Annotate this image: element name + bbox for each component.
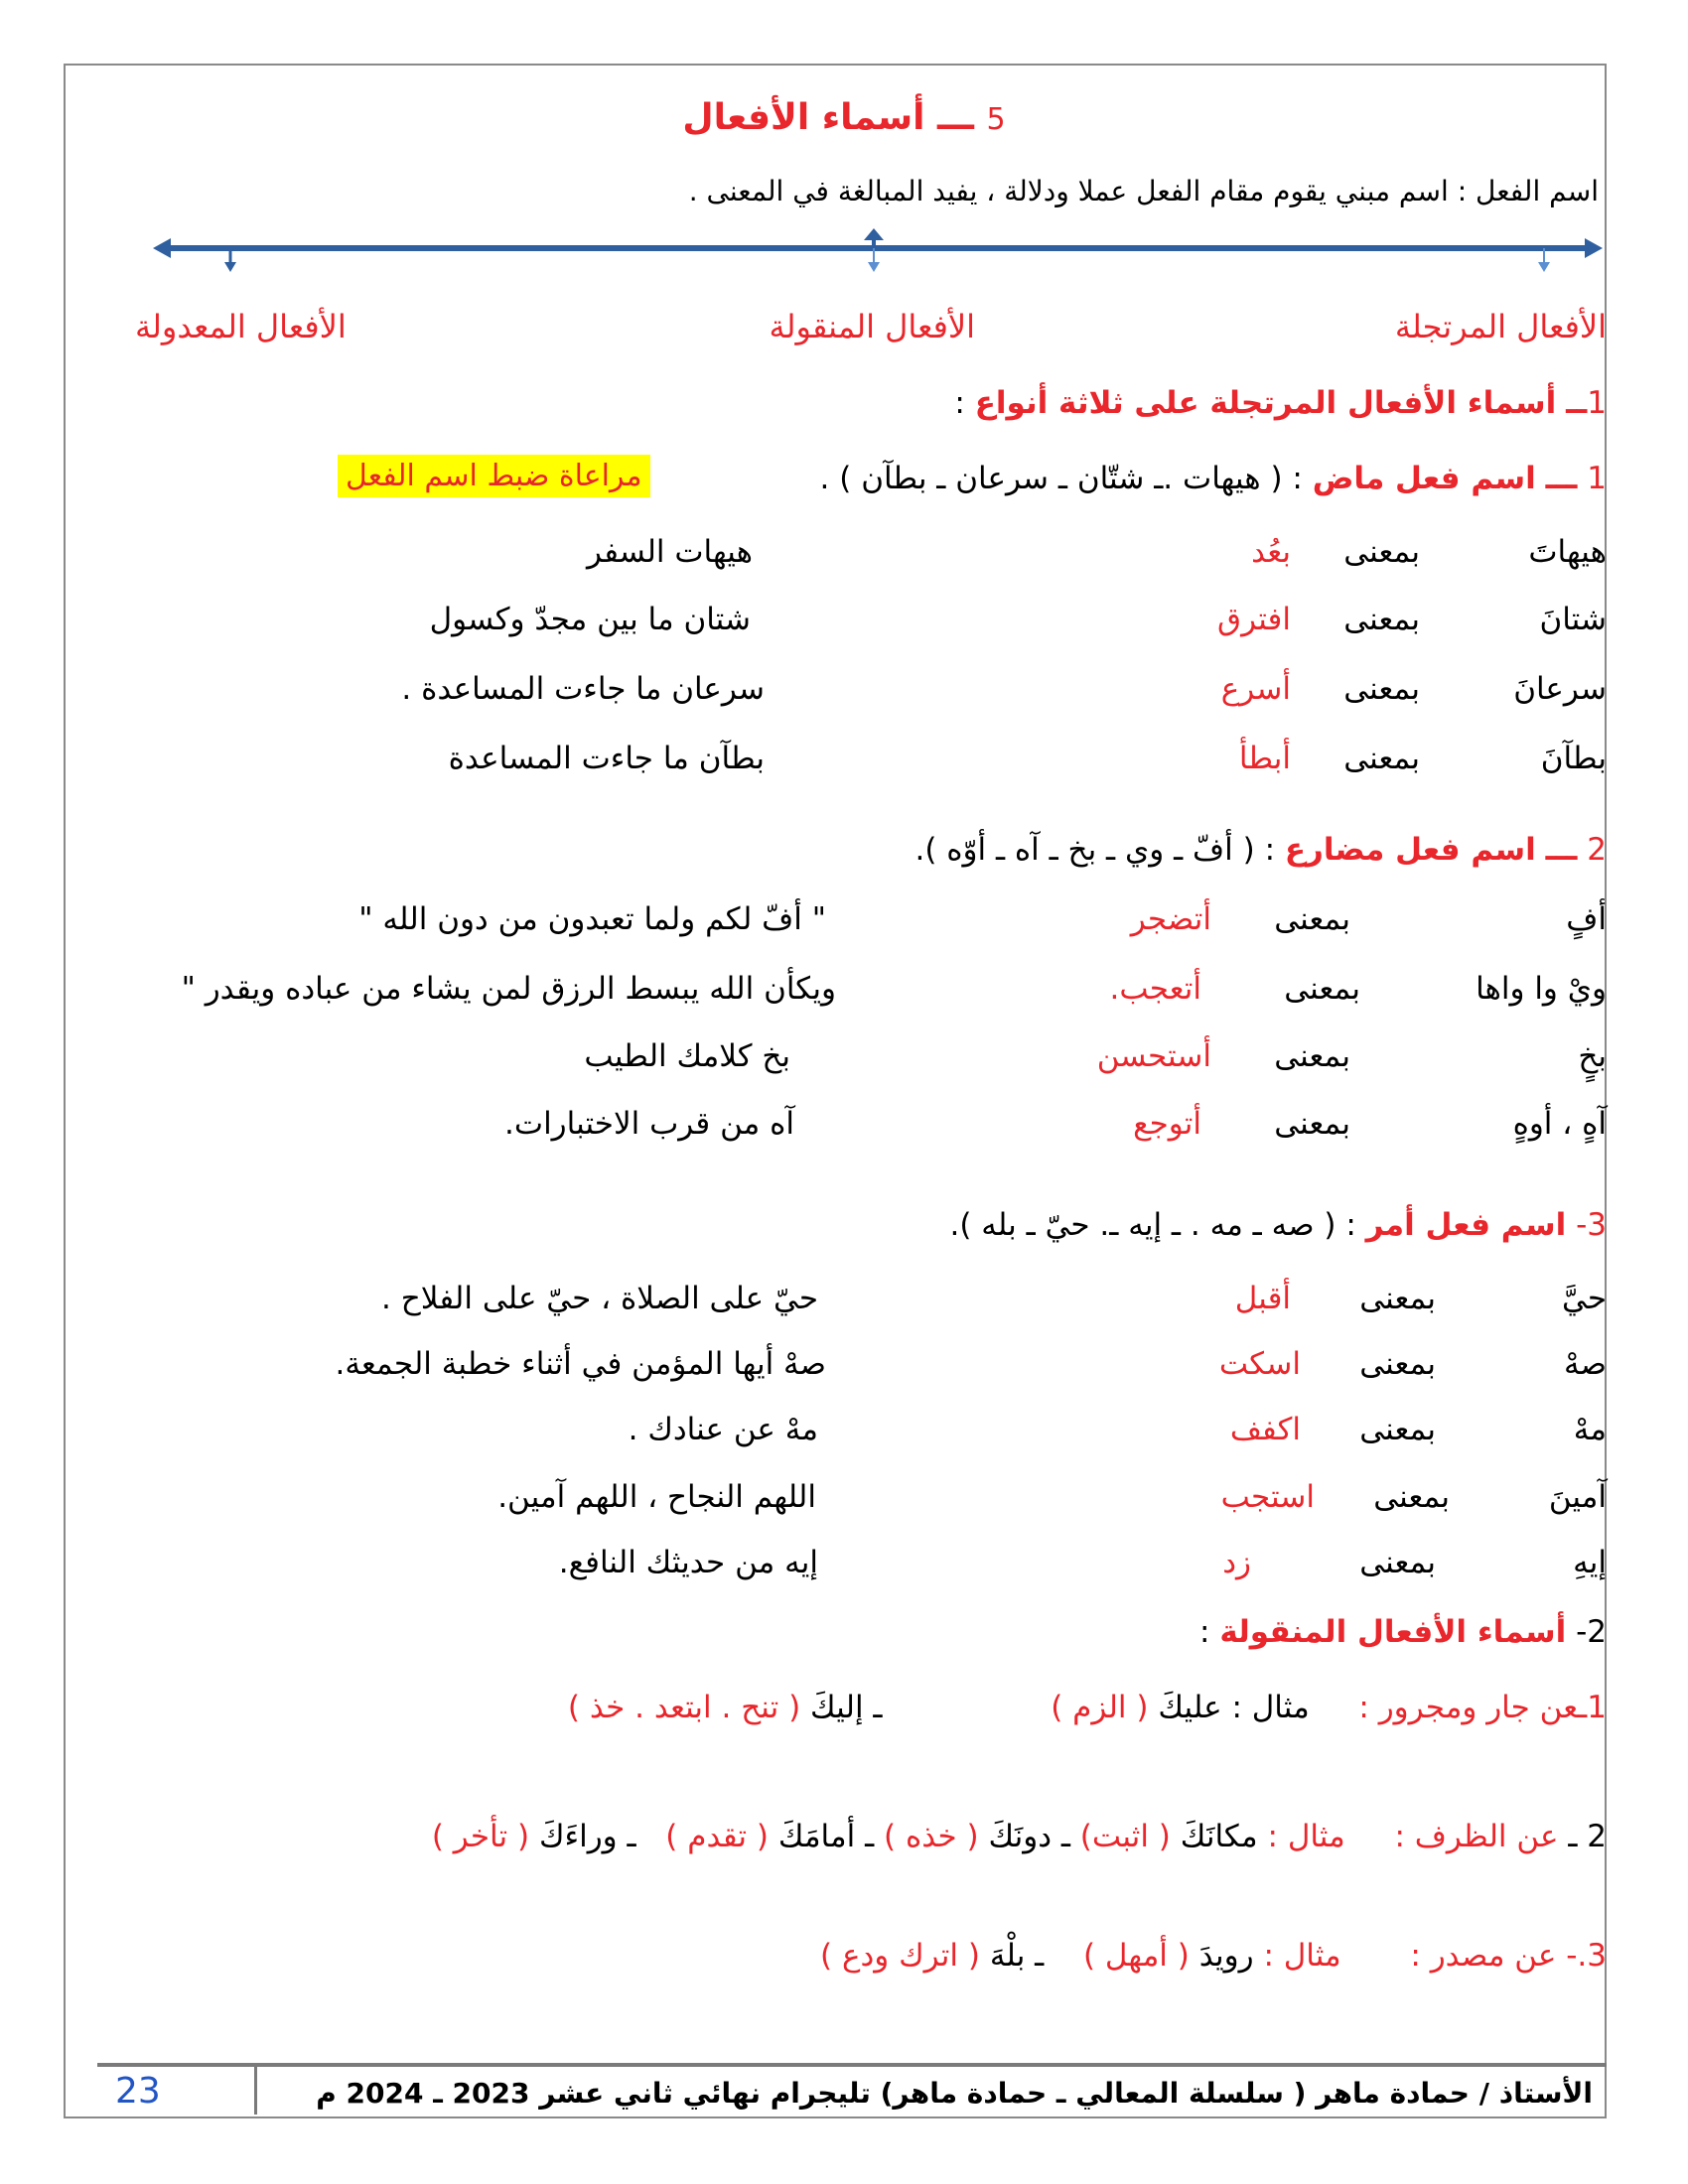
- amr-list: : ( صه ـ مه . ـ إيه ـ. حيّ ـ بله ).: [949, 1207, 1356, 1243]
- madi-row-meaning: بعُد: [1251, 534, 1291, 570]
- madi-row-word: سرعانَ: [1513, 671, 1607, 707]
- madi-row-means: بمعنى: [1343, 671, 1420, 707]
- mudari-row-meaning: أتضجر: [1130, 901, 1211, 937]
- highlight-note: مراعاة ضبط اسم الفعل: [338, 455, 650, 497]
- madi-row-word: هيهاتَ: [1528, 534, 1607, 570]
- title-text: أسماء الأفعال: [682, 97, 925, 138]
- mudari-row-meaning: أستحسن: [1096, 1038, 1211, 1074]
- mudari-row-word: آهٍ ، أوهٍ: [1512, 1106, 1607, 1142]
- footer-text: الأستاذ / حمادة ماهر ( سلسلة المعالي ـ حمادة ماهر) تليجرام نهائي ثاني عشر 2023 ـ 2024 م: [316, 2077, 1593, 2110]
- mudari-row-means: بمعنى: [1274, 901, 1350, 937]
- amr-row-means: بمعنى: [1359, 1281, 1436, 1316]
- manqula-jar-ex2: ( تنح . ابتعد . خذ ): [567, 1690, 801, 1725]
- timeline-label-manqula: الأفعال المنقولة: [769, 308, 975, 345]
- manqula-masdar-mithal: مثال :: [1263, 1938, 1341, 1974]
- mudari-row-example: بخ كلامك الطيب: [584, 1038, 790, 1074]
- amr-row-word: صهْ: [1564, 1346, 1607, 1382]
- mudari-list: : ( أفّ ـ وي ـ بخ ـ آه ـ أوّه ).: [914, 832, 1276, 868]
- timeline-arrow-left: [153, 238, 171, 258]
- madi-row-word: شتانَ: [1539, 602, 1607, 637]
- madi-row-word: بطآنَ: [1540, 741, 1607, 776]
- amr-row-word: مهْ: [1573, 1412, 1607, 1447]
- manqula-jar-ex1: ( الزم ): [1051, 1690, 1149, 1725]
- amr-row-example: اللهم النجاح ، اللهم آمين.: [497, 1479, 816, 1515]
- manqula-masdar-label: 3.- عن مصدر :: [1410, 1938, 1607, 1974]
- amr-row-example: مهْ عن عنادك .: [628, 1412, 818, 1447]
- manqula-jar-row: [568, 1690, 1607, 1725]
- amr-row-means: بمعنى: [1373, 1479, 1450, 1515]
- madi-row-example: بطآن ما جاءت المساعدة: [448, 741, 765, 776]
- manqula-zarf-row: 2 ـ عن الظرف : مثال : مكانَكَ ( اثبت) ـ دونَكَ ( خذه ) ـ أمامَكَ ( تقدم ) ـ وراءَكَ ( تأخر ): [431, 1819, 1607, 1854]
- mudari-row-example: ويكأن الله يبسط الرزق لمن يشاء من عباده ويقدر ": [181, 971, 836, 1007]
- madi-row-means: بمعنى: [1343, 602, 1420, 637]
- section1-heading: 1ــ أسماء الأفعال المرتجلة على ثلاثة أنواع :: [954, 385, 1607, 421]
- mudari-row-word: ويْ وا واها: [1476, 971, 1607, 1007]
- amr-heading: 3- اسم فعل أمر : ( صه ـ مه . ـ إيه ـ. حيّ ـ بله ).: [949, 1207, 1607, 1243]
- footer-separator: [254, 2065, 257, 2115]
- madi-list: : ( هيهات .ـ شتّان ـ سرعان ـ بطآن ) .: [819, 461, 1303, 496]
- title-dash: ـــ: [937, 97, 974, 138]
- timeline-arrow-up: [864, 228, 884, 240]
- amr-row-example: صهْ أيها المؤمن في أثناء خطبة الجمعة.: [335, 1346, 826, 1382]
- title-number: 5: [986, 102, 1006, 137]
- manqula-jar-ex2-pre: ـ إليكَ: [810, 1690, 883, 1725]
- definition-text: اسم الفعل : اسم مبني يقوم مقام الفعل عملا ودلالة ، يفيد المبالغة في المعنى .: [688, 175, 1599, 207]
- madi-heading: 1 ـــ اسم فعل ماض : ( هيهات .ـ شتّان ـ سرعان ـ بطآن ) .: [819, 461, 1607, 496]
- timeline-arrow-right: [1585, 238, 1603, 258]
- madi-row-example: سرعان ما جاءت المساعدة .: [401, 671, 765, 707]
- manqula-zarf-label: عن الظرف :: [1394, 1819, 1559, 1854]
- footer-divider: [97, 2063, 1607, 2067]
- timeline-tick-right: [1538, 262, 1550, 272]
- timeline-tick-middle: [868, 262, 880, 272]
- mudari-row-means: بمعنى: [1274, 1106, 1350, 1142]
- amr-row-means: بمعنى: [1359, 1545, 1436, 1580]
- timeline-tick-left: [224, 262, 236, 272]
- amr-row-word: إيهِ: [1573, 1545, 1607, 1580]
- amr-row-meaning: استجب: [1220, 1479, 1315, 1515]
- manqula-masdar-row: 3.- عن مصدر : مثال : رويدَ ( أمهل ) ـ بلْهَ ( اترك ودع ): [820, 1938, 1607, 1974]
- amr-row-meaning: اكفف: [1229, 1412, 1301, 1447]
- madi-row-example: هيهات السفر: [587, 534, 753, 570]
- page-title: [0, 97, 1688, 138]
- amr-row-meaning: زد: [1222, 1545, 1251, 1580]
- amr-row-example: إيه من حديثك النافع.: [558, 1545, 818, 1580]
- mudari-heading: 2 ـــ اسم فعل مضارع : ( أفّ ـ وي ـ بخ ـ آه ـ أوّه ).: [914, 832, 1607, 868]
- amr-row-word: آمينَ: [1548, 1479, 1607, 1515]
- mudari-row-meaning: أتعجب.: [1109, 971, 1201, 1007]
- manqula-jar-label: 1ـعن جار ومجرور :: [1358, 1690, 1607, 1725]
- madi-row-meaning: أسرع: [1220, 671, 1291, 707]
- madi-row-example: شتان ما بين مجدّ وكسول: [429, 602, 751, 637]
- section2-heading: 2- أسماء الأفعال المنقولة :: [1199, 1614, 1607, 1650]
- mudari-row-example: " أفّ لكم ولما تعبدون من دون الله ": [358, 901, 826, 937]
- mudari-row-word: بخٍ: [1578, 1038, 1607, 1074]
- manqula-jar-mithal: مثال : عليكَ: [1158, 1690, 1310, 1725]
- amr-row-meaning: أقبل: [1234, 1281, 1291, 1316]
- amr-row-example: حيّ على الصلاة ، حيّ على الفلاح .: [381, 1281, 818, 1316]
- madi-row-means: بمعنى: [1343, 534, 1420, 570]
- amr-row-meaning: اسكت: [1218, 1346, 1301, 1382]
- page-frame: [64, 64, 1607, 2118]
- mudari-row-meaning: أتوجع: [1133, 1106, 1201, 1142]
- timeline-label-madula: الأفعال المعدولة: [135, 308, 347, 345]
- madi-row-meaning: أبطأ: [1238, 741, 1291, 776]
- madi-row-meaning: افترق: [1217, 602, 1291, 637]
- madi-row-means: بمعنى: [1343, 741, 1420, 776]
- timeline-label-murtajala: الأفعال المرتجلة: [1394, 308, 1607, 345]
- mudari-row-means: بمعنى: [1284, 971, 1360, 1007]
- mudari-row-example: آه من قرب الاختبارات.: [504, 1106, 794, 1142]
- amr-row-means: بمعنى: [1359, 1412, 1436, 1447]
- amr-row-word: حيَّ: [1561, 1281, 1607, 1316]
- manqula-zarf-mithal: مثال :: [1267, 1819, 1345, 1854]
- mudari-row-means: بمعنى: [1274, 1038, 1350, 1074]
- amr-row-means: بمعنى: [1359, 1346, 1436, 1382]
- mudari-row-word: أفٍ: [1566, 901, 1607, 937]
- page-number: 23: [115, 2071, 161, 2112]
- timeline-diagram: [149, 220, 1609, 280]
